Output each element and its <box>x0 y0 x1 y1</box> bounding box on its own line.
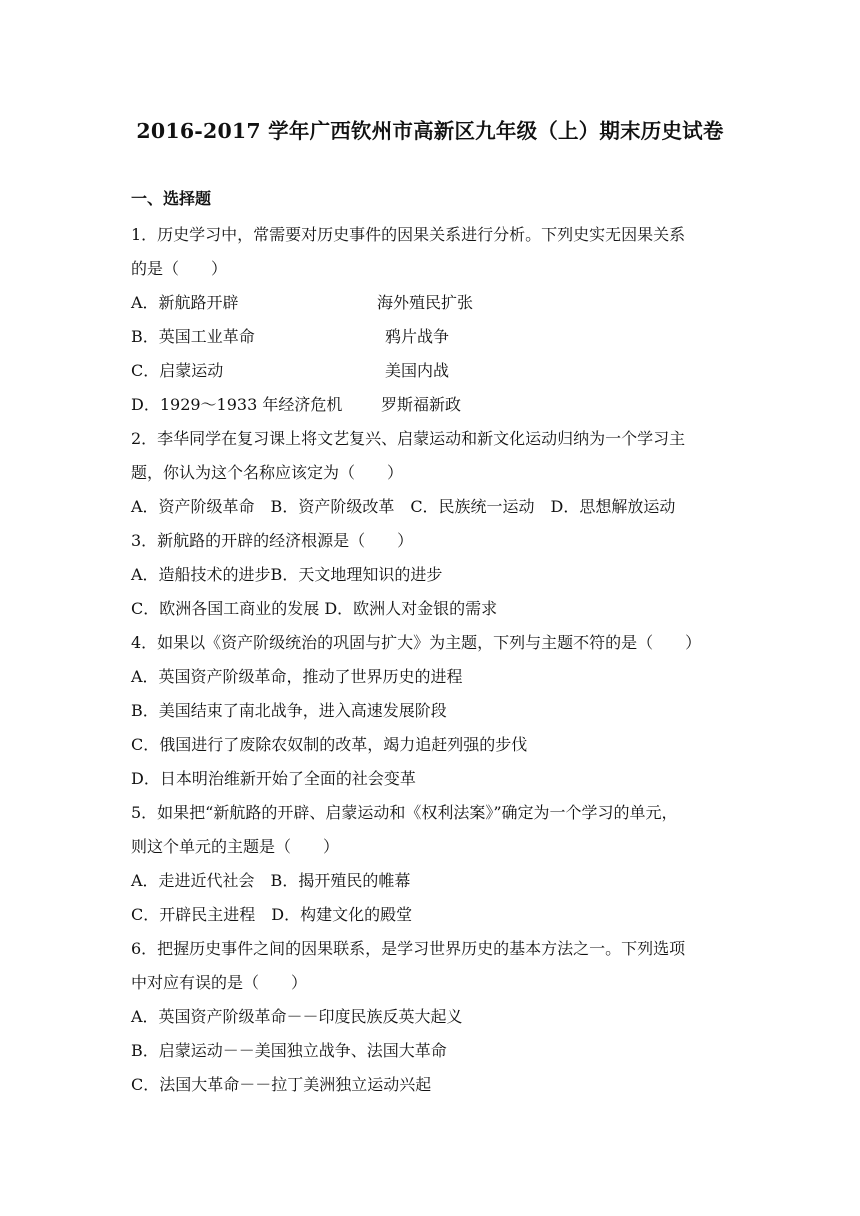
option-left: A．新航路开辟 <box>131 293 239 312</box>
question-1-option-d <box>131 394 462 416</box>
question-6-option-a: A．英国资产阶级革命－－印度民族反英大起义 <box>131 1007 463 1026</box>
option-left: C．启蒙运动 <box>131 361 224 380</box>
question-6-stem: 6．把握历史事件之间的因果联系，是学习世界历史的基本方法之一。下列选项 <box>131 939 686 958</box>
question-6-option-c: C．法国大革命－－拉丁美洲独立运动兴起 <box>131 1075 432 1094</box>
question-1-option-c <box>131 360 450 382</box>
question-6-option-b: B．启蒙运动－－美国独立战争、法国大革命 <box>131 1041 447 1060</box>
question-5-stem: 5．如果把“新航路的开辟、启蒙运动和《权利法案》”确定为一个学习的单元， <box>131 803 678 822</box>
question-3-options-cd: C．欧洲各国工商业的发展 D．欧洲人对金银的需求 <box>131 599 498 618</box>
question-1-option-b <box>131 326 450 348</box>
option-right: 罗斯福新政 <box>381 395 462 414</box>
option-right: 海外殖民扩张 <box>377 293 474 312</box>
question-1-stem-cont: 的是（ ） <box>131 259 228 278</box>
question-1-stem: 1．历史学习中，常需要对历史事件的因果关系进行分析。下列史实无因果关系 <box>131 225 686 244</box>
question-3-options-ab: A．造船技术的进步B．天文地理知识的进步 <box>131 565 443 584</box>
question-2-stem: 2．李华同学在复习课上将文艺复兴、启蒙运动和新文化运动归纳为一个学习主 <box>131 429 686 448</box>
option-right: 美国内战 <box>385 361 450 380</box>
section-heading: 一、选择题 <box>131 189 212 208</box>
question-5-options-ab: A．走进近代社会 B．揭开殖民的帷幕 <box>131 871 411 890</box>
question-5-options-cd: C．开辟民主进程 D．构建文化的殿堂 <box>131 905 413 924</box>
question-1-option-a <box>131 292 474 314</box>
question-2-stem-cont: 题，你认为这个名称应该定为（ ） <box>131 463 404 482</box>
question-4-option-a: A．英国资产阶级革命，推动了世界历史的进程 <box>131 667 463 686</box>
question-6-stem-cont: 中对应有误的是（ ） <box>131 973 308 992</box>
question-4-option-b: B．美国结束了南北战争，进入高速发展阶段 <box>131 701 447 720</box>
question-5-stem-cont: 则这个单元的主题是（ ） <box>131 837 340 856</box>
page-title: 2016-2017 学年广西钦州市高新区九年级（上）期末历史试卷 <box>136 119 724 143</box>
question-4-option-c: C．俄国进行了废除农奴制的改革，竭力追赶列强的步伐 <box>131 735 528 754</box>
question-4-stem: 4．如果以《资产阶级统治的巩固与扩大》为主题，下列与主题不符的是（ ） <box>131 633 702 652</box>
question-2-options: A．资产阶级革命 B．资产阶级改革 C．民族统一运动 D．思想解放运动 <box>131 497 676 516</box>
question-4-option-d: D．日本明治维新开始了全面的社会变革 <box>131 769 416 788</box>
question-3-stem: 3．新航路的开辟的经济根源是（ ） <box>131 531 414 550</box>
option-left: D．1929～1933 年经济危机 <box>131 395 343 414</box>
option-left: B．英国工业革命 <box>131 327 255 346</box>
option-right: 鸦片战争 <box>385 327 450 346</box>
